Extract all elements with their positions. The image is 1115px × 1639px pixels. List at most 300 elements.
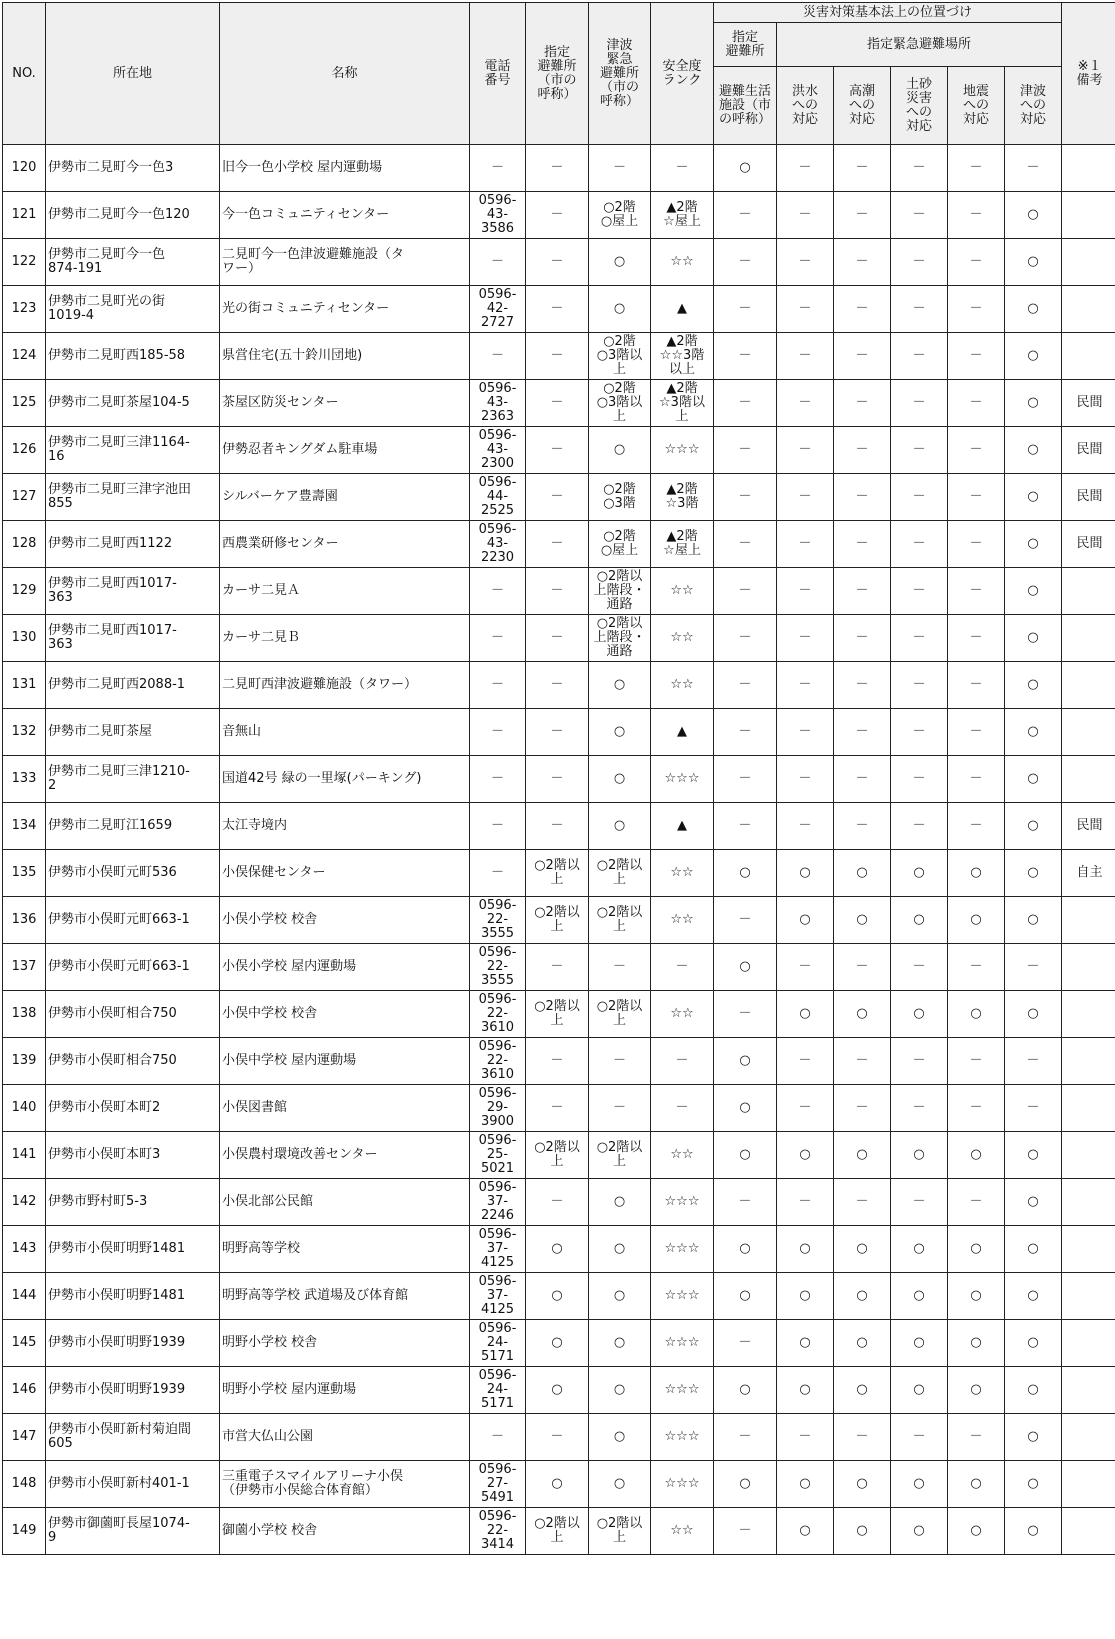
- cell-high-tide: ○: [834, 1226, 891, 1273]
- cell-name: 明野小学校 校舎: [220, 1320, 470, 1367]
- cell-flood: ○: [777, 850, 834, 897]
- cell-phone: 0596- 42- 2727: [470, 286, 526, 333]
- cell-tsunami-emergency: ○: [589, 1320, 651, 1367]
- cell-address: 伊勢市小俣町元町663-1: [46, 897, 220, 944]
- cell-name: 小俣図書館: [220, 1085, 470, 1132]
- cell-safety-rank: ▲2階 ☆3階: [651, 474, 714, 521]
- cell-safety-rank: ☆☆: [651, 662, 714, 709]
- cell-tsunami: ○: [1005, 1132, 1062, 1179]
- cell-tsunami-emergency: ○2階 ○3階: [589, 474, 651, 521]
- cell-earthquake: －: [948, 1179, 1005, 1226]
- table-header: [3, 3, 1115, 145]
- cell-name: 太江寺境内: [220, 803, 470, 850]
- cell-high-tide: －: [834, 380, 891, 427]
- table-row: [3, 1508, 1115, 1555]
- cell-tsunami: ○: [1005, 380, 1062, 427]
- cell-address: 伊勢市二見町光の街 1019-4: [46, 286, 220, 333]
- cell-earthquake: －: [948, 662, 1005, 709]
- cell-phone: 0596- 37- 4125: [470, 1273, 526, 1320]
- cell-remarks: [1062, 1226, 1115, 1273]
- cell-tsunami: ○: [1005, 1273, 1062, 1320]
- cell-earthquake: －: [948, 1085, 1005, 1132]
- cell-safety-rank: ☆☆☆: [651, 427, 714, 474]
- cell-no: 132: [3, 709, 46, 756]
- cell-high-tide: －: [834, 192, 891, 239]
- cell-landslide: －: [891, 615, 948, 662]
- cell-designated-shelter-city: ○2階以 上: [526, 1508, 589, 1555]
- cell-name: 御薗小学校 校舎: [220, 1508, 470, 1555]
- cell-high-tide: －: [834, 615, 891, 662]
- cell-landslide: －: [891, 568, 948, 615]
- cell-no: 137: [3, 944, 46, 991]
- cell-landslide: －: [891, 709, 948, 756]
- cell-address: 伊勢市小俣町相合750: [46, 1038, 220, 1085]
- cell-landslide: －: [891, 239, 948, 286]
- cell-safety-rank: ▲: [651, 286, 714, 333]
- cell-no: 131: [3, 662, 46, 709]
- cell-name: 明野高等学校 武道場及び体育館: [220, 1273, 470, 1320]
- cell-tsunami-emergency: ○2階 ○屋上: [589, 521, 651, 568]
- cell-safety-rank: －: [651, 145, 714, 192]
- cell-flood: ○: [777, 897, 834, 944]
- cell-safety-rank: －: [651, 1038, 714, 1085]
- cell-name: 市営大仏山公園: [220, 1414, 470, 1461]
- cell-address: 伊勢市小俣町明野1939: [46, 1320, 220, 1367]
- cell-phone: 0596- 22- 3414: [470, 1508, 526, 1555]
- cell-address: 伊勢市小俣町明野1481: [46, 1226, 220, 1273]
- cell-landslide: ○: [891, 1273, 948, 1320]
- cell-high-tide: ○: [834, 850, 891, 897]
- cell-no: 133: [3, 756, 46, 803]
- cell-remarks: 民間: [1062, 474, 1115, 521]
- cell-shelter-living-facility: －: [714, 756, 777, 803]
- cell-flood: －: [777, 1179, 834, 1226]
- cell-no: 128: [3, 521, 46, 568]
- cell-phone: 0596- 43- 2230: [470, 521, 526, 568]
- cell-phone: －: [470, 615, 526, 662]
- cell-designated-shelter-city: －: [526, 427, 589, 474]
- cell-name: カーサ二見Ａ: [220, 568, 470, 615]
- cell-safety-rank: ☆☆☆: [651, 1273, 714, 1320]
- cell-tsunami-emergency: ○: [589, 1226, 651, 1273]
- cell-shelter-living-facility: －: [714, 568, 777, 615]
- cell-designated-shelter-city: ○: [526, 1367, 589, 1414]
- cell-high-tide: －: [834, 145, 891, 192]
- cell-earthquake: －: [948, 1038, 1005, 1085]
- cell-name: シルバーケア豊壽園: [220, 474, 470, 521]
- cell-designated-shelter-city: －: [526, 380, 589, 427]
- cell-tsunami: ○: [1005, 662, 1062, 709]
- cell-earthquake: ○: [948, 1320, 1005, 1367]
- cell-phone: 0596- 22- 3555: [470, 944, 526, 991]
- cell-shelter-living-facility: －: [714, 803, 777, 850]
- cell-flood: －: [777, 756, 834, 803]
- cell-high-tide: －: [834, 1085, 891, 1132]
- table-row: [3, 1414, 1115, 1461]
- cell-high-tide: －: [834, 803, 891, 850]
- cell-tsunami: ○: [1005, 803, 1062, 850]
- cell-phone: 0596- 44- 2525: [470, 474, 526, 521]
- cell-name: 三重電子スマイルアリーナ小俣 （伊勢市小俣総合体育館）: [220, 1461, 470, 1508]
- cell-tsunami: ○: [1005, 709, 1062, 756]
- cell-remarks: 民間: [1062, 521, 1115, 568]
- cell-high-tide: －: [834, 1414, 891, 1461]
- cell-phone: －: [470, 850, 526, 897]
- cell-landslide: －: [891, 1038, 948, 1085]
- cell-high-tide: －: [834, 239, 891, 286]
- cell-earthquake: －: [948, 709, 1005, 756]
- table-row: [3, 192, 1115, 239]
- cell-tsunami: ○: [1005, 850, 1062, 897]
- cell-safety-rank: ☆☆☆: [651, 1414, 714, 1461]
- header-designated-emergency-site: 指定緊急避難場所: [777, 23, 1062, 67]
- header-flood: 洪水 への 対応: [777, 67, 834, 145]
- cell-landslide: －: [891, 803, 948, 850]
- cell-high-tide: －: [834, 944, 891, 991]
- cell-no: 122: [3, 239, 46, 286]
- cell-remarks: [1062, 1508, 1115, 1555]
- cell-phone: －: [470, 239, 526, 286]
- cell-tsunami: －: [1005, 1038, 1062, 1085]
- cell-landslide: －: [891, 944, 948, 991]
- cell-tsunami: ○: [1005, 427, 1062, 474]
- cell-tsunami: ○: [1005, 1508, 1062, 1555]
- cell-designated-shelter-city: －: [526, 474, 589, 521]
- cell-remarks: [1062, 1085, 1115, 1132]
- cell-name: 小俣保健センター: [220, 850, 470, 897]
- cell-earthquake: －: [948, 145, 1005, 192]
- cell-landslide: ○: [891, 850, 948, 897]
- cell-no: 127: [3, 474, 46, 521]
- header-tsunami-emergency-city: 津波 緊急 避難所 （市の 呼称）: [589, 3, 651, 145]
- cell-tsunami-emergency: ○2階以 上: [589, 991, 651, 1038]
- table-body: [3, 145, 1115, 1555]
- cell-address: 伊勢市二見町西1017- 363: [46, 568, 220, 615]
- cell-remarks: [1062, 709, 1115, 756]
- cell-designated-shelter-city: －: [526, 1085, 589, 1132]
- cell-name: 二見町西津波避難施設（タワー）: [220, 662, 470, 709]
- cell-high-tide: －: [834, 756, 891, 803]
- cell-address: 伊勢市小俣町本町3: [46, 1132, 220, 1179]
- cell-tsunami: －: [1005, 145, 1062, 192]
- cell-tsunami-emergency: ○: [589, 1179, 651, 1226]
- cell-safety-rank: ☆☆: [651, 1508, 714, 1555]
- cell-shelter-living-facility: ○: [714, 1367, 777, 1414]
- cell-remarks: [1062, 568, 1115, 615]
- cell-designated-shelter-city: ○2階以 上: [526, 1132, 589, 1179]
- cell-earthquake: －: [948, 239, 1005, 286]
- cell-remarks: [1062, 1461, 1115, 1508]
- cell-safety-rank: ☆☆: [651, 850, 714, 897]
- table-row: [3, 897, 1115, 944]
- cell-safety-rank: ☆☆: [651, 568, 714, 615]
- cell-tsunami: －: [1005, 944, 1062, 991]
- cell-no: 146: [3, 1367, 46, 1414]
- cell-flood: ○: [777, 1132, 834, 1179]
- cell-shelter-living-facility: ○: [714, 944, 777, 991]
- cell-remarks: 民間: [1062, 803, 1115, 850]
- cell-high-tide: ○: [834, 1273, 891, 1320]
- cell-phone: －: [470, 568, 526, 615]
- cell-tsunami: ○: [1005, 1461, 1062, 1508]
- cell-landslide: －: [891, 333, 948, 380]
- cell-remarks: 自主: [1062, 850, 1115, 897]
- cell-earthquake: －: [948, 568, 1005, 615]
- cell-shelter-living-facility: －: [714, 615, 777, 662]
- header-shelter-living-facility: 避難生活 施設（市 の呼称）: [714, 67, 777, 145]
- header-high-tide: 高潮 への 対応: [834, 67, 891, 145]
- evacuation-site-table: [2, 2, 1115, 1555]
- cell-no: 139: [3, 1038, 46, 1085]
- cell-high-tide: －: [834, 333, 891, 380]
- cell-phone: 0596- 24- 5171: [470, 1320, 526, 1367]
- cell-high-tide: ○: [834, 897, 891, 944]
- table-row: [3, 145, 1115, 192]
- cell-no: 129: [3, 568, 46, 615]
- cell-shelter-living-facility: －: [714, 1320, 777, 1367]
- cell-safety-rank: ▲2階 ☆屋上: [651, 521, 714, 568]
- cell-earthquake: －: [948, 803, 1005, 850]
- cell-address: 伊勢市二見町三津字池田 855: [46, 474, 220, 521]
- cell-landslide: －: [891, 286, 948, 333]
- cell-tsunami-emergency: ○: [589, 709, 651, 756]
- cell-shelter-living-facility: －: [714, 991, 777, 1038]
- cell-remarks: [1062, 192, 1115, 239]
- cell-tsunami-emergency: ○: [589, 239, 651, 286]
- cell-flood: －: [777, 333, 834, 380]
- cell-flood: －: [777, 568, 834, 615]
- cell-high-tide: ○: [834, 1132, 891, 1179]
- table-row: [3, 1273, 1115, 1320]
- cell-safety-rank: ▲2階 ☆屋上: [651, 192, 714, 239]
- cell-flood: ○: [777, 991, 834, 1038]
- cell-address: 伊勢市小俣町新村菊迫間 605: [46, 1414, 220, 1461]
- cell-designated-shelter-city: －: [526, 1179, 589, 1226]
- cell-tsunami-emergency: ○: [589, 803, 651, 850]
- cell-address: 伊勢市二見町西2088-1: [46, 662, 220, 709]
- cell-landslide: －: [891, 145, 948, 192]
- table-row: [3, 991, 1115, 1038]
- cell-address: 伊勢市二見町今一色120: [46, 192, 220, 239]
- cell-remarks: [1062, 991, 1115, 1038]
- cell-no: 136: [3, 897, 46, 944]
- cell-earthquake: －: [948, 756, 1005, 803]
- cell-tsunami-emergency: ○: [589, 756, 651, 803]
- cell-name: 明野小学校 屋内運動場: [220, 1367, 470, 1414]
- cell-safety-rank: ☆☆: [651, 991, 714, 1038]
- cell-shelter-living-facility: －: [714, 1414, 777, 1461]
- cell-tsunami: ○: [1005, 897, 1062, 944]
- cell-phone: －: [470, 662, 526, 709]
- cell-earthquake: ○: [948, 1132, 1005, 1179]
- cell-flood: －: [777, 427, 834, 474]
- cell-address: 伊勢市二見町茶屋: [46, 709, 220, 756]
- cell-no: 142: [3, 1179, 46, 1226]
- cell-phone: 0596- 43- 3586: [470, 192, 526, 239]
- cell-remarks: [1062, 897, 1115, 944]
- cell-shelter-living-facility: ○: [714, 1461, 777, 1508]
- cell-remarks: [1062, 1132, 1115, 1179]
- table-row: [3, 1132, 1115, 1179]
- cell-remarks: 民間: [1062, 380, 1115, 427]
- cell-tsunami-emergency: ○2階以 上: [589, 1132, 651, 1179]
- cell-earthquake: －: [948, 944, 1005, 991]
- cell-designated-shelter-city: －: [526, 568, 589, 615]
- cell-landslide: ○: [891, 1508, 948, 1555]
- cell-tsunami-emergency: ○2階 ○3階以 上: [589, 333, 651, 380]
- table-row: [3, 427, 1115, 474]
- cell-earthquake: －: [948, 380, 1005, 427]
- cell-tsunami: ○: [1005, 568, 1062, 615]
- cell-tsunami-emergency: ○: [589, 1367, 651, 1414]
- cell-designated-shelter-city: －: [526, 192, 589, 239]
- cell-flood: －: [777, 944, 834, 991]
- cell-address: 伊勢市二見町三津1164- 16: [46, 427, 220, 474]
- cell-flood: －: [777, 192, 834, 239]
- cell-high-tide: －: [834, 427, 891, 474]
- cell-safety-rank: ☆☆☆: [651, 1179, 714, 1226]
- cell-phone: 0596- 37- 2246: [470, 1179, 526, 1226]
- cell-designated-shelter-city: －: [526, 521, 589, 568]
- cell-landslide: －: [891, 521, 948, 568]
- cell-address: 伊勢市野村町5-3: [46, 1179, 220, 1226]
- cell-phone: －: [470, 1414, 526, 1461]
- cell-remarks: [1062, 286, 1115, 333]
- cell-high-tide: －: [834, 568, 891, 615]
- cell-address: 伊勢市二見町西185-58: [46, 333, 220, 380]
- header-landslide: 土砂 災害 への 対応: [891, 67, 948, 145]
- cell-tsunami-emergency: ○: [589, 427, 651, 474]
- cell-shelter-living-facility: －: [714, 380, 777, 427]
- cell-flood: －: [777, 662, 834, 709]
- cell-designated-shelter-city: －: [526, 803, 589, 850]
- cell-designated-shelter-city: ○2階以 上: [526, 991, 589, 1038]
- cell-shelter-living-facility: －: [714, 192, 777, 239]
- cell-landslide: ○: [891, 1367, 948, 1414]
- cell-flood: －: [777, 615, 834, 662]
- cell-phone: 0596- 37- 4125: [470, 1226, 526, 1273]
- cell-designated-shelter-city: －: [526, 286, 589, 333]
- cell-flood: ○: [777, 1508, 834, 1555]
- table-row: [3, 568, 1115, 615]
- cell-shelter-living-facility: ○: [714, 145, 777, 192]
- cell-flood: －: [777, 709, 834, 756]
- header-earthquake: 地震 への 対応: [948, 67, 1005, 145]
- table-row: [3, 615, 1115, 662]
- cell-high-tide: －: [834, 286, 891, 333]
- cell-flood: －: [777, 1038, 834, 1085]
- cell-shelter-living-facility: －: [714, 286, 777, 333]
- table-row: [3, 662, 1115, 709]
- cell-tsunami: ○: [1005, 1320, 1062, 1367]
- cell-phone: 0596- 22- 3610: [470, 991, 526, 1038]
- header-designated-shelter: 指定 避難所: [714, 23, 777, 67]
- cell-phone: 0596- 27- 5491: [470, 1461, 526, 1508]
- cell-no: 125: [3, 380, 46, 427]
- cell-designated-shelter-city: ○2階以 上: [526, 897, 589, 944]
- cell-high-tide: －: [834, 521, 891, 568]
- cell-flood: －: [777, 286, 834, 333]
- cell-designated-shelter-city: ○: [526, 1320, 589, 1367]
- cell-phone: －: [470, 333, 526, 380]
- cell-shelter-living-facility: －: [714, 709, 777, 756]
- cell-high-tide: ○: [834, 991, 891, 1038]
- header-disaster-law-group: 災害対策基本法上の位置づけ: [714, 3, 1062, 23]
- cell-no: 120: [3, 145, 46, 192]
- cell-high-tide: ○: [834, 1461, 891, 1508]
- cell-remarks: [1062, 1414, 1115, 1461]
- cell-safety-rank: ☆☆: [651, 1132, 714, 1179]
- cell-name: 小俣農村環境改善センター: [220, 1132, 470, 1179]
- cell-name: 茶屋区防災センター: [220, 380, 470, 427]
- cell-landslide: －: [891, 756, 948, 803]
- cell-phone: －: [470, 709, 526, 756]
- cell-safety-rank: ▲2階 ☆3階以 上: [651, 380, 714, 427]
- cell-phone: 0596- 43- 2363: [470, 380, 526, 427]
- cell-earthquake: ○: [948, 1226, 1005, 1273]
- cell-remarks: [1062, 756, 1115, 803]
- cell-remarks: [1062, 333, 1115, 380]
- cell-phone: －: [470, 756, 526, 803]
- cell-flood: －: [777, 1414, 834, 1461]
- cell-tsunami: ○: [1005, 474, 1062, 521]
- table-row: [3, 239, 1115, 286]
- cell-tsunami: ○: [1005, 192, 1062, 239]
- cell-tsunami-emergency: ○: [589, 286, 651, 333]
- cell-tsunami-emergency: ○2階以 上階段・ 通路: [589, 568, 651, 615]
- cell-no: 121: [3, 192, 46, 239]
- cell-landslide: －: [891, 662, 948, 709]
- table-row: [3, 1367, 1115, 1414]
- cell-earthquake: ○: [948, 897, 1005, 944]
- cell-tsunami-emergency: ○: [589, 662, 651, 709]
- cell-tsunami-emergency: ○2階 ○3階以 上: [589, 380, 651, 427]
- cell-earthquake: ○: [948, 850, 1005, 897]
- cell-phone: 0596- 25- 5021: [470, 1132, 526, 1179]
- cell-safety-rank: ▲: [651, 803, 714, 850]
- cell-address: 伊勢市二見町茶屋104-5: [46, 380, 220, 427]
- header-phone: 電話 番号: [470, 3, 526, 145]
- cell-tsunami: ○: [1005, 991, 1062, 1038]
- cell-shelter-living-facility: －: [714, 474, 777, 521]
- cell-earthquake: －: [948, 521, 1005, 568]
- cell-designated-shelter-city: －: [526, 662, 589, 709]
- cell-no: 149: [3, 1508, 46, 1555]
- table-row: [3, 521, 1115, 568]
- cell-safety-rank: ☆☆: [651, 897, 714, 944]
- cell-safety-rank: ▲: [651, 709, 714, 756]
- cell-flood: ○: [777, 1226, 834, 1273]
- table-row: [3, 1085, 1115, 1132]
- cell-safety-rank: ☆☆: [651, 239, 714, 286]
- cell-no: 124: [3, 333, 46, 380]
- cell-address: 伊勢市二見町今一色 874-191: [46, 239, 220, 286]
- cell-landslide: ○: [891, 1461, 948, 1508]
- cell-remarks: [1062, 944, 1115, 991]
- cell-phone: 0596- 22- 3555: [470, 897, 526, 944]
- cell-address: 伊勢市小俣町明野1939: [46, 1367, 220, 1414]
- cell-phone: 0596- 22- 3610: [470, 1038, 526, 1085]
- header-name: 名称: [220, 3, 470, 145]
- cell-no: 135: [3, 850, 46, 897]
- cell-shelter-living-facility: －: [714, 1179, 777, 1226]
- cell-landslide: ○: [891, 991, 948, 1038]
- cell-flood: －: [777, 145, 834, 192]
- cell-landslide: －: [891, 1085, 948, 1132]
- cell-earthquake: －: [948, 615, 1005, 662]
- cell-designated-shelter-city: －: [526, 615, 589, 662]
- header-remarks: ※１ 備考: [1062, 3, 1115, 145]
